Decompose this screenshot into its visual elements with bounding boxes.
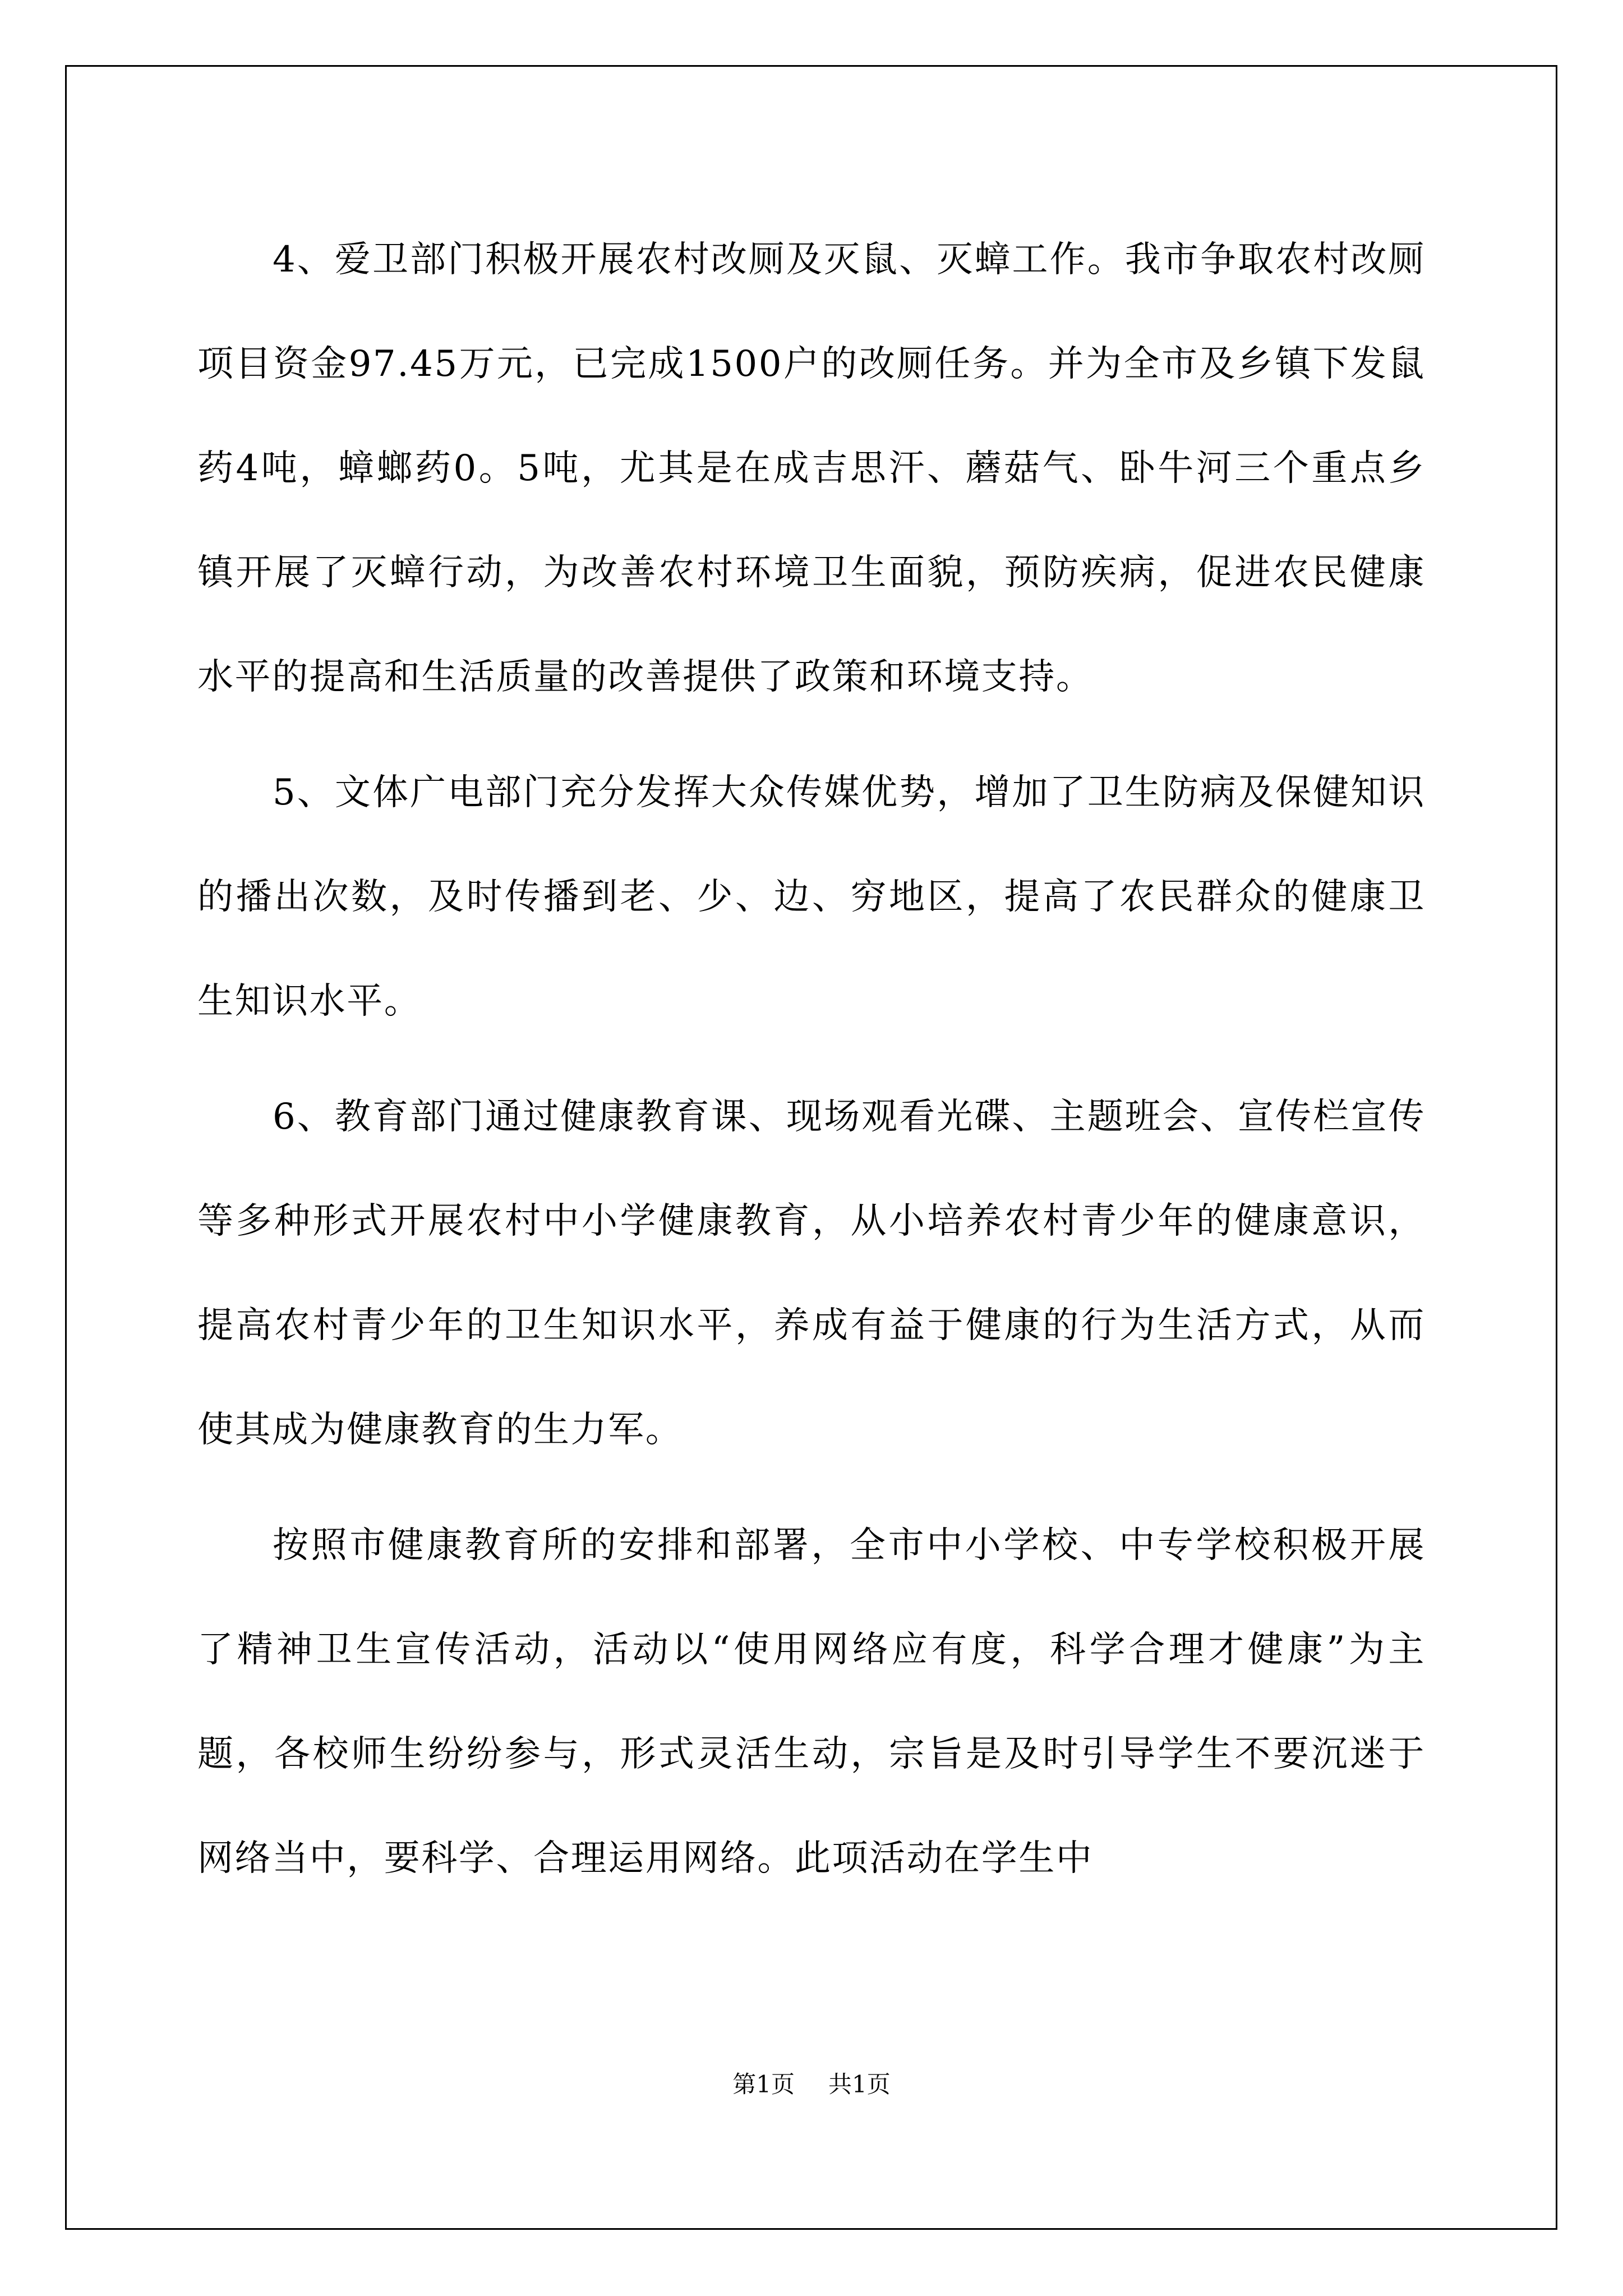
paragraph-sanitation: 4、爱卫部门积极开展农村改厕及灭鼠、灭蟑工作。我市争取农村改厕项目资金97.45万元，已完成1500户的改厕任务。并为全市及乡镇下发鼠药4吨，蟑螂药0。5吨，尤其是在成吉思汗、蘑菇气、卧牛河三个重点乡镇开展了灭蟑行动，为改善农村环境卫生面貌，预防疾病，促进农民健康水平的提高和生活质量的改善提供了政策和环境支持。 — [197, 239, 1426, 698]
paragraph-education: 6、教育部门通过健康教育课、现场观看光碟、主题班会、宣传栏宣传等多种形式开展农村中小学健康教育，从小培养农村青少年的健康意识，提高农村青少年的卫生知识水平，养成有益于健康的行为生活方式，从而使其成为健康教育的生力军。 — [197, 1096, 1426, 1451]
page-number: 第1页 — [732, 2070, 795, 2098]
page-total: 共1页 — [828, 2070, 891, 2098]
document-body — [197, 208, 1426, 1911]
page-footer — [0, 2068, 1623, 2101]
paragraph-mental-health: 按照市健康教育所的安排和部署，全市中小学校、中专学校积极开展了精神卫生宣传活动，活动以“使用网络应有度，科学合理才健康”为主题，各校师生纷纷参与，形式灵活生动，宗旨是及时引导学生不要沉迷于网络当中，要科学、合理运用网络。此项活动在学生中 — [197, 1525, 1426, 1879]
paragraph-broadcasting: 5、文体广电部门充分发挥大众传媒优势，增加了卫生防病及保健知识的播出次数，及时传播到老、少、边、穷地区，提高了农民群众的健康卫生知识水平。 — [197, 772, 1426, 1022]
